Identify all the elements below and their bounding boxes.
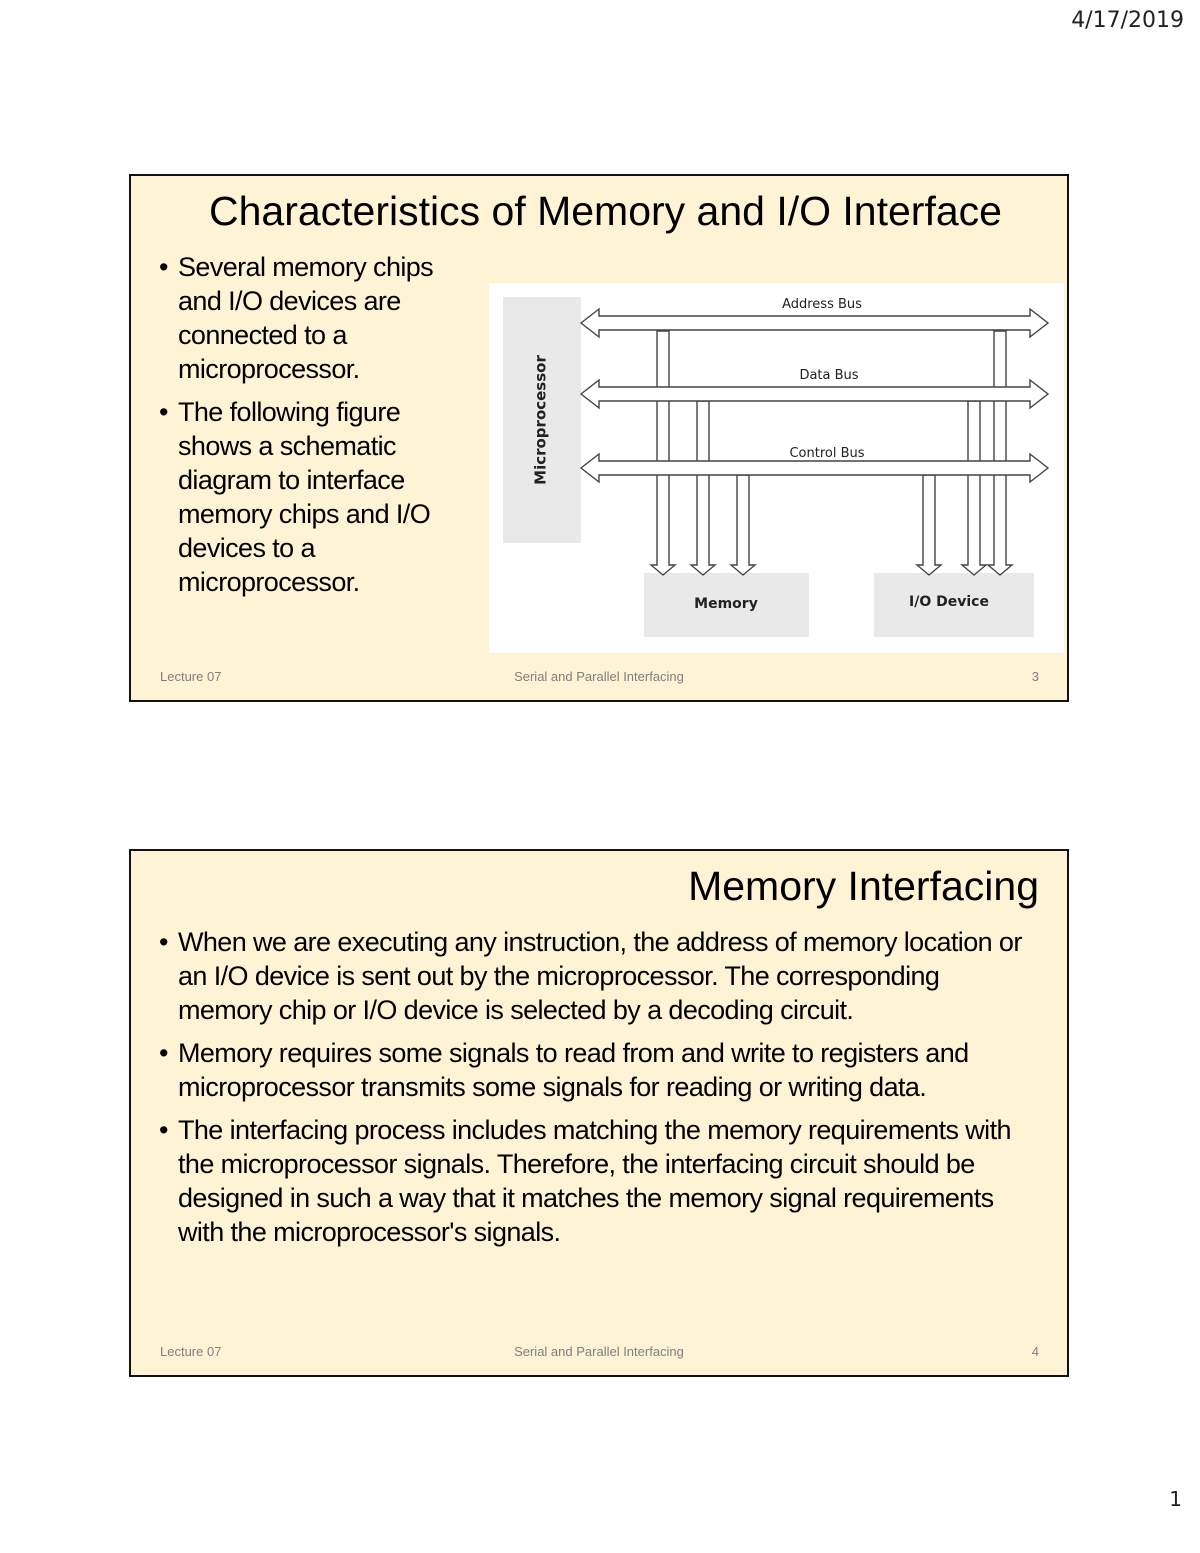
footer-lecture: Lecture 07 <box>160 1344 222 1359</box>
bullet-list <box>159 925 1039 1258</box>
bullet-item: • Several memory chips and I/O devices are connected to a microprocessor. <box>159 250 459 386</box>
bullet-item: • The interfacing process includes matching the memory requirements with the microprocessor signals. Therefore, the interfacing circuit should be designed in such a way that it matches the memory signal requirements with the microprocessor's signals. <box>159 1113 1039 1249</box>
io-device-label: I/O Device <box>909 594 989 610</box>
slide-number: 4 <box>1031 1344 1039 1359</box>
page-date: 4/17/2019 <box>1071 8 1184 33</box>
bullet-item: • The following figure shows a schematic diagram to interface memory chips and I/O devices to a microprocessor. <box>159 395 459 599</box>
bullet-item: • Memory requires some signals to read from and write to registers and microprocessor transmits some signals for reading or writing data. <box>159 1036 1039 1104</box>
address-bus-arrow <box>581 309 1048 337</box>
address-bus-drop-io <box>988 331 1012 575</box>
control-bus-label: Control Bus <box>789 446 865 461</box>
bus-schematic-diagram <box>489 283 1064 653</box>
data-bus-drop-memory <box>691 401 715 575</box>
address-bus-label: Address Bus <box>782 297 862 312</box>
microprocessor-label: Microprocessor <box>531 355 550 485</box>
slide-3 <box>129 174 1069 702</box>
footer-course: Serial and Parallel Interfacing <box>514 669 684 684</box>
page-number: 1 <box>1169 1487 1182 1511</box>
bullet-item: • When we are executing any instruction, the address of memory location or an I/O device is sent out by the microprocessor. The corresponding memory chip or I/O device is selected by a decoding circuit. <box>159 925 1039 1027</box>
control-bus-drop-memory <box>731 475 755 575</box>
footer-course: Serial and Parallel Interfacing <box>514 1344 684 1359</box>
memory-label: Memory <box>694 596 758 612</box>
slide-title: Characteristics of Memory and I/O Interface <box>209 188 1002 234</box>
data-bus-label: Data Bus <box>799 368 859 383</box>
footer-lecture: Lecture 07 <box>160 669 222 684</box>
control-bus-drop-io <box>917 475 941 575</box>
slide-4 <box>129 849 1069 1377</box>
slide-number: 3 <box>1031 669 1039 684</box>
data-bus-drop-io <box>962 401 986 575</box>
slide-title: Memory Interfacing <box>688 863 1039 909</box>
bullet-list <box>159 250 459 608</box>
address-bus-drop-memory <box>651 331 675 575</box>
